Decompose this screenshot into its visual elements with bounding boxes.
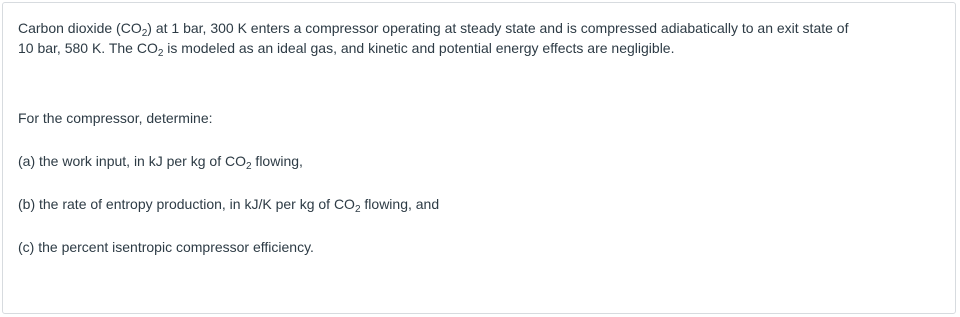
part-a-text: (a) the work input, in kJ per kg of CO [18,153,246,169]
part-b [18,194,439,214]
intro-text-3: 10 bar, 580 K. The CO [18,40,158,56]
intro-text-1: Carbon dioxide (CO [18,20,142,36]
determine-prompt: For the compressor, determine: [18,110,213,126]
intro-text-4: is modeled as an ideal gas, and kinetic and potential energy effects are negligible. [163,40,675,56]
problem-statement [18,18,848,58]
part-c-text: (c) the percent isentropic compressor efficiency. [18,239,314,255]
part-b-text: (b) the rate of entropy production, in kJ/K per kg of CO [18,196,355,212]
subscript-2: 2 [157,48,164,59]
subscript-2: 2 [245,161,252,172]
question-card [2,2,956,314]
part-c [18,237,314,257]
part-b-text-end: flowing, and [360,196,440,212]
part-a [18,151,303,171]
intro-text-2: ) at 1 bar, 300 K enters a compressor operating at steady state and is compressed adiabatically to an exit state of [147,20,849,36]
part-a-text-end: flowing, [251,153,303,169]
subscript-2: 2 [141,28,148,39]
subscript-2: 2 [354,204,361,215]
